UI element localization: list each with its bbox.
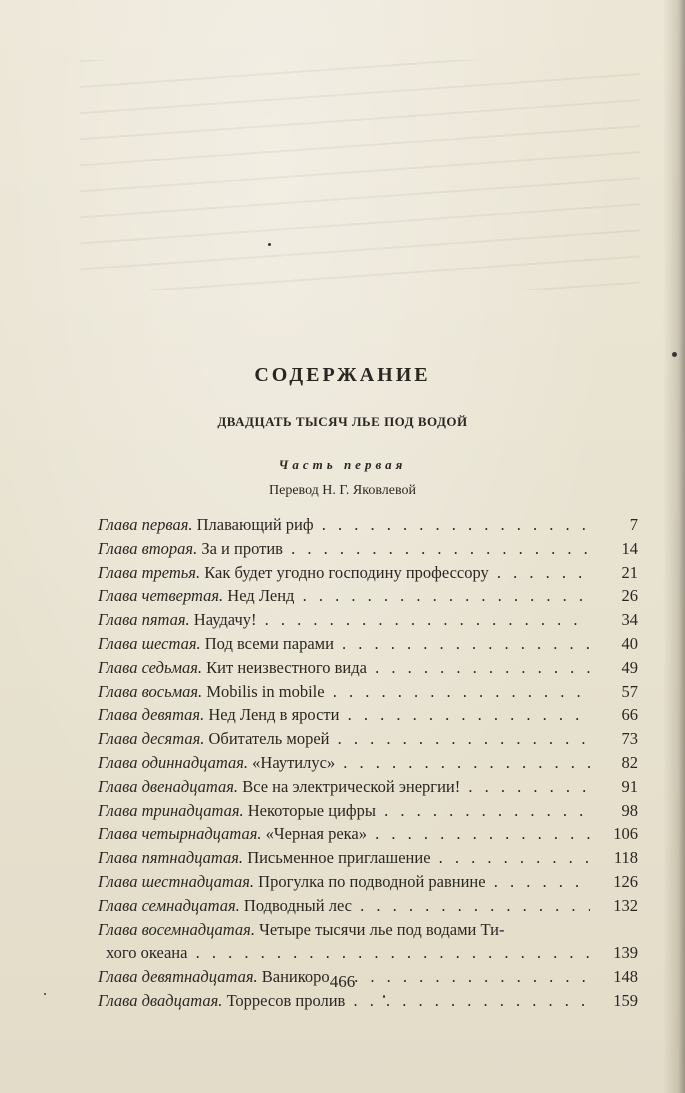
- toc-row: [98, 894, 638, 918]
- chapter-label: Глава одиннадцатая.: [98, 752, 249, 772]
- page-ref: 26: [621, 586, 638, 606]
- chapter-title: Торресов пролив: [226, 990, 346, 1010]
- page-ref: 14: [621, 538, 638, 558]
- page-ref: 126: [613, 871, 638, 891]
- toc-row-continuation: [98, 941, 638, 965]
- chapter-label: Глава вторая.: [98, 538, 198, 558]
- page-ref: 7: [629, 515, 638, 534]
- chapter-title: Некоторые цифры: [247, 800, 376, 820]
- chapter-title: Ваникоро: [261, 967, 330, 987]
- chapter-title: Плавающий риф: [196, 515, 314, 534]
- chapter-title: Обитатель морей: [208, 729, 330, 749]
- chapter-label: Глава первая.: [98, 515, 193, 534]
- page-ref: 139: [613, 943, 638, 963]
- chapter-title: Все на электрической энергии!: [242, 776, 461, 796]
- part-title: Часть первая: [278, 457, 407, 472]
- page-ref: 49: [621, 657, 638, 677]
- chapter-label: Глава пятая.: [98, 610, 190, 630]
- page-edge-shadow: [663, 0, 685, 1093]
- toc-row: [98, 799, 638, 823]
- chapter-label: Глава девятая.: [98, 705, 205, 725]
- toc-row: [98, 656, 638, 680]
- chapter-label: Глава тринадцатая.: [98, 800, 244, 820]
- chapter-title: хого океана: [106, 943, 188, 963]
- chapter-title: Наудачу!: [193, 610, 257, 630]
- chapter-label: Глава шестнадцатая.: [98, 871, 255, 891]
- chapter-label: Глава седьмая.: [98, 657, 203, 677]
- chapter-label: Глава девятнадцатая.: [98, 967, 258, 987]
- chapter-title: Mobilis in mobile: [206, 681, 325, 701]
- toc-row: [98, 918, 638, 942]
- chapter-title: Как будет угодно господину профессору: [204, 562, 489, 582]
- toc-row: [98, 846, 638, 870]
- chapter-label: Глава семнадцатая.: [98, 895, 240, 915]
- page-ref: 82: [621, 752, 638, 772]
- chapter-label: Глава восемнадцатая.: [98, 919, 255, 939]
- page-ref: 148: [613, 967, 638, 987]
- chapter-label: Глава десятая.: [98, 729, 205, 749]
- ink-speck: [672, 352, 677, 357]
- chapter-label: Глава восьмая.: [98, 681, 203, 701]
- chapter-title: Нед Ленд в ярости: [208, 705, 340, 725]
- toc-row: [98, 727, 638, 751]
- show-through-text: [80, 60, 640, 290]
- page-number: 466: [329, 972, 356, 991]
- chapter-title: Нед Ленд: [227, 586, 295, 606]
- page-ref: 40: [621, 633, 638, 653]
- chapter-title: Подводный лес: [243, 895, 353, 915]
- toc-row: [98, 775, 638, 799]
- toc-row: [98, 680, 638, 704]
- table-of-contents: [98, 513, 638, 1013]
- chapter-label: Глава четвертая.: [98, 586, 224, 606]
- chapter-title: За и против: [201, 538, 283, 558]
- toc-row: [98, 608, 638, 632]
- translator-credit: Перевод Н. Г. Яковлевой: [269, 483, 416, 498]
- toc-row: [98, 822, 638, 846]
- page-ref: 91: [621, 776, 638, 796]
- ink-speck: [44, 993, 46, 995]
- chapter-label: Глава четырнадцатая.: [98, 824, 262, 844]
- contents-heading: СОДЕРЖАНИЕ: [254, 364, 431, 386]
- chapter-title: Четыре тысячи лье под водами Ти-: [259, 919, 505, 939]
- page-ref: 66: [621, 705, 638, 725]
- toc-row: [98, 513, 638, 537]
- toc-row: [98, 751, 638, 775]
- toc-row: [98, 537, 638, 561]
- page-ref: 21: [621, 562, 638, 582]
- chapter-label: Глава третья.: [98, 562, 201, 582]
- chapter-title: Прогулка по подводной равнине: [258, 871, 486, 891]
- toc-row: [98, 989, 638, 1013]
- toc-row: [98, 632, 638, 656]
- page-ref: 132: [613, 895, 638, 915]
- chapter-title: Под всеми парами: [204, 633, 334, 653]
- chapter-label: Глава пятнадцатая.: [98, 848, 244, 868]
- chapter-label: Глава шестая.: [98, 633, 201, 653]
- page-ref: 98: [621, 800, 638, 820]
- page-ref: 73: [621, 729, 638, 749]
- chapter-title: Кит неизвестного вида: [206, 657, 367, 677]
- book-title: ДВАДЦАТЬ ТЫСЯЧ ЛЬЕ ПОД ВОДОЙ: [217, 414, 468, 429]
- ink-speck: [268, 243, 271, 246]
- toc-row: [98, 584, 638, 608]
- page-ref: 34: [621, 610, 638, 630]
- page-ref: 118: [613, 848, 638, 868]
- chapter-title: «Черная река»: [265, 824, 368, 844]
- chapter-label: Глава двенадцатая.: [98, 776, 239, 796]
- page-ref: 57: [621, 681, 638, 701]
- chapter-label: Глава двадцатая.: [98, 990, 223, 1010]
- toc-row: [98, 703, 638, 727]
- page-ref: 159: [613, 990, 638, 1010]
- toc-row: [98, 870, 638, 894]
- chapter-title: «Наутилус»: [252, 752, 336, 772]
- chapter-title: Письменное приглашение: [247, 848, 431, 868]
- page-ref: 106: [613, 824, 638, 844]
- toc-row: [98, 561, 638, 585]
